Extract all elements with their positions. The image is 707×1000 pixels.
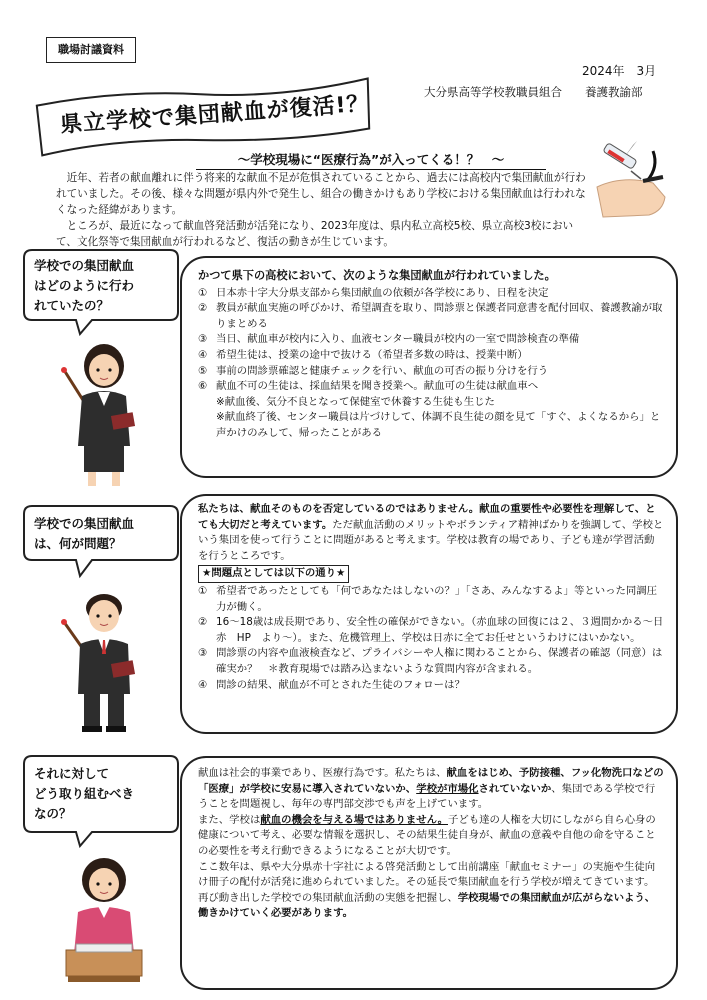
question-line: どう取り組むべき [34, 786, 135, 801]
list-item: ② 16～18歳は成長期であり、安全性の確保ができない。（赤血球の回復には２、３週間かかる～日赤 HP より～）。また、危機管理上、学校は日赤に全てお任せというわけにはいかない。 [198, 616, 664, 644]
problems-heading: ★問題点としては以下の通り★ [198, 565, 349, 583]
question-bubble-2 [22, 502, 182, 592]
paragraph: ここ数年は、県や大分県赤十字社による啓発活動として出前講座「献血セミナー」の実施や生徒向け冊子の配付が活発に進められていました。その延長で集団献血を行う学校が増えてきています。再び動き出した学校での集団献血活動の実態を把握し、学校現場での集団献血が広がらないよう、働きかけていく必要があります。 [198, 860, 656, 920]
intro-text [56, 170, 592, 250]
intro-paragraph: 近年、若者の献血離れに伴う将来的な献血不足が危惧されていることから、過去には高校内で集団献血が行われていました。その後、様々な問題が県内外で発生し、組合の働きかけもあり学校における集団献血は行われなくなった経緯があります。 [56, 172, 586, 216]
document-date: 2024年 3月 [582, 64, 657, 78]
question-bubble-1 [22, 246, 182, 336]
organization-name: 大分県高等学校教職員組合 養護教諭部 [424, 85, 643, 99]
teacher-man-pointer-illustration [58, 582, 150, 734]
question-line: は、何が問題？ [34, 536, 122, 551]
question-line: れていたの？ [34, 298, 110, 313]
question-line: はどのように行わ [34, 278, 135, 293]
list-item: ③ 問診票の内容や血液検査など、プライバシーや人権に関わることから、保護者の確認（同意）は確実か？ ＊教育現場では踏み込まないような質問内容が含まれる。 [198, 647, 663, 675]
lead-text: ただ献血活動のメリットやボランティア精神ばかりを強調して、学校という集団を使って行うことに問題があると考えます。学校は教育の場であり、子ども達が学習活動を行うところです。 [198, 518, 664, 562]
section-lead [198, 502, 664, 564]
subtitle: ～学校現場に“医療行為”が入ってくる！？ ～ [196, 150, 546, 170]
question-bubble-3 [22, 752, 182, 842]
teacher-woman-pointer-illustration [58, 336, 150, 488]
document-tag: 職場討議資料 [46, 37, 136, 63]
list-item: ⑥ 献血不可の生徒は、採血結果を聞き授業へ。献血可の生徒は献血車へ [198, 380, 539, 393]
speaker-woman-podium-illustration [58, 848, 150, 1000]
title-banner [30, 72, 378, 162]
list-item: ① 日本赤十字大分県支部から集団献血の依頼が各学校にあり、日程を決定 [198, 286, 549, 299]
note: ※献血後、気分不良となって保健室で休養する生徒も生じた [216, 395, 495, 408]
list-item: ④ 希望生徒は、授業の途中で抜ける（希望者多数の時は、授業中断） [198, 348, 528, 361]
page-title: 県立学校で集団献血が復活!？ [59, 91, 371, 139]
blood-donation-arm-illustration [593, 137, 671, 223]
intro-paragraph: ところが、最近になって献血啓発活動が活発になり、2023年度は、県内私立高校5校、県立高校3校において、文化祭等で集団献血が行われるなど、復活の動きが生じています。 [56, 220, 574, 248]
list-item: ② 教員が献血実施の呼びかけ、希望調査を取り、問診票と保護者同意書を配付回収、養護教諭が取りまとめる [198, 302, 663, 330]
answer-content-1 [198, 268, 664, 442]
paragraph: また、学校は献血の機会を与える場ではありません。子ども達の人権を大切にしながら自ら心身の健康について考え、必要な情報を選択し、その結果生徒自身が、献血の意義や自他の命を守ることの必要性を考え行動できるようになることが大切です。 [198, 813, 656, 857]
answer-content-2 [198, 502, 664, 693]
list-item: ① 希望者であったとしても「何であなたはしないの？」「さあ、みんなするよ」等といった同調圧力が働く。 [198, 584, 658, 613]
problems-list [198, 584, 664, 693]
list-item: ④ 問診の結果、献血が不可とされた生徒のフォローは？ [198, 678, 465, 691]
answer-content-3 [198, 766, 664, 922]
section-heading: かつて県下の高校において、次のような集団献血が行われていました。 [198, 269, 556, 282]
list-item: ⑤ 事前の問診票確認と健康チェックを行い、献血の可否の振り分けを行う [198, 364, 549, 377]
process-list [198, 286, 664, 395]
lead-emphasis: 私たちは、献血そのものを否定しているのではありません。献血の重要性や必要性を理解して、とても大切だと考えています。 [198, 503, 656, 531]
question-line: なの？ [34, 806, 72, 821]
question-line: 学校での集団献血 [34, 258, 135, 273]
question-line: 学校での集団献血 [34, 516, 135, 531]
list-item: ③ 当日、献血車が校内に入り、血液センター職員が校内の一室で問診検査の準備 [198, 333, 580, 346]
note: ※献血終了後、センター職員は片づけして、体調不良生徒の顔を見て「すぐ、よくなるから」と声かけのみして、帰ったことがある [216, 411, 661, 439]
question-line: それに対して [34, 766, 110, 781]
paragraph: 献血は社会的事業であり、医療行為です。私たちは、献血をはじめ、予防接種、フッ化物洗口などの「医療」が学校に安易に導入されていないか、学校が市場化されていないか、集団である学校で行うことを問題視し、毎年の専門部交渉でも声を上げています。 [198, 767, 664, 811]
